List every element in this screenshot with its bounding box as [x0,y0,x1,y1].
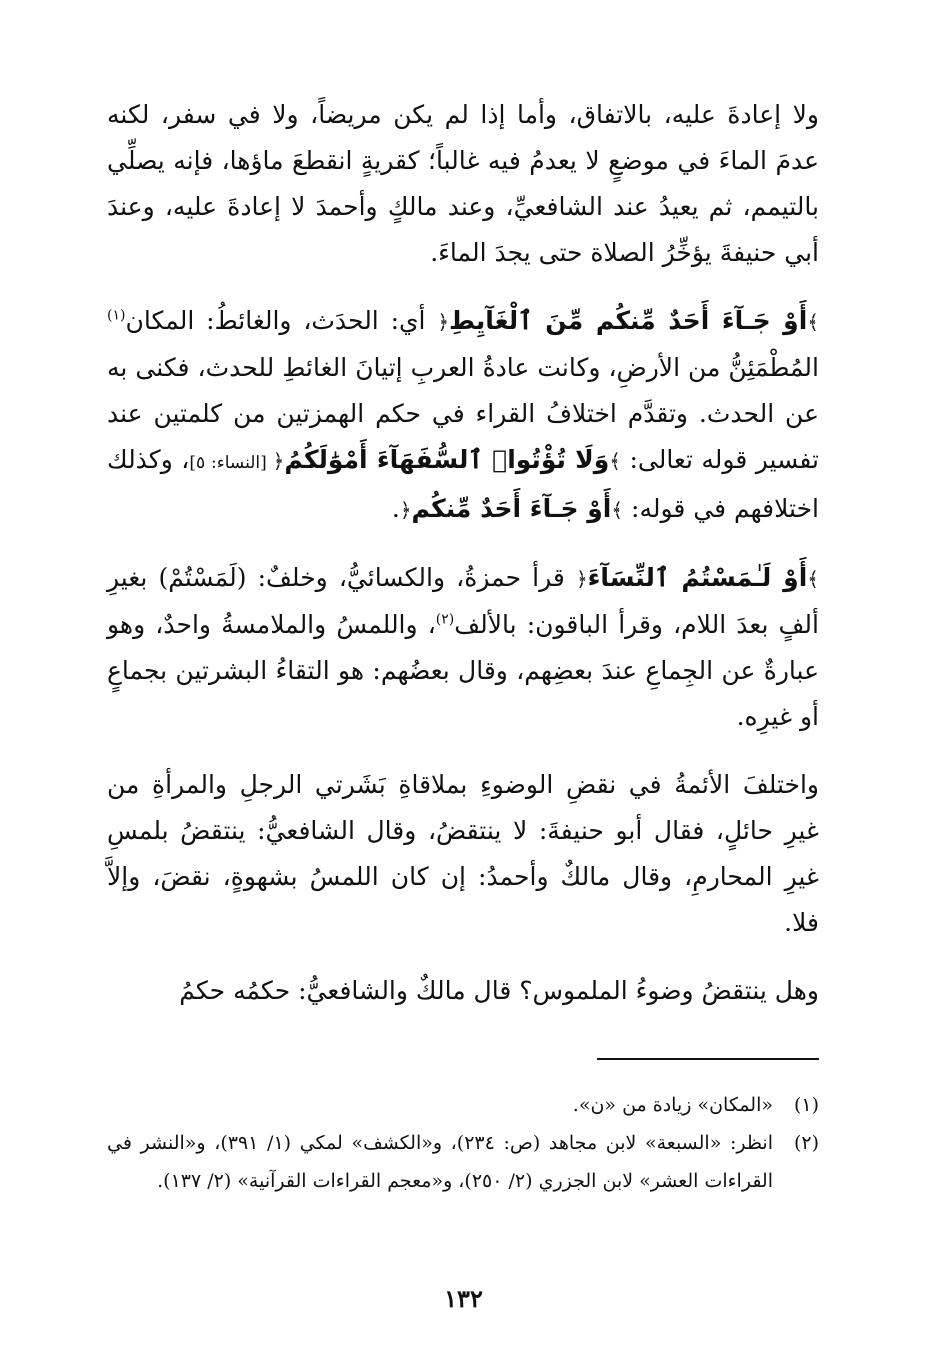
ornate-bracket-open: ﴾ [609,449,621,473]
paragraph-text: أي: الحدَث، والغائطُ: المكان [125,306,438,335]
footnotes [107,1086,819,1200]
footnote-marker-2[interactable]: (٢) [435,611,455,628]
paragraph-text: المُطْمَئِنُّ من الأرضِ، وكانت عادةُ العربِ إتيانَ الغائطِ للحدث، فكنى به عن الحدث. وتقدَّم اختلافُ القراء في حكم الهمزتين من كلمتين عند تفسير قوله تعالى: [107,353,819,474]
verse-reference: [النساء: ٥] [189,453,273,473]
ornate-bracket-open: ﴾ [807,310,819,334]
footnote-text: انظر: «السبعة» لابن مجاهد (ص: ٢٣٤)، و«الكشف» لمكي (١/ ٣٩١)، و«النشر في القراءات العشر» لابن الجزري (٢/ ٢٥٠)، و«معجم القراءات القرآنية» (٢/ ١٣٧). [107,1132,773,1192]
paragraph-text: . [391,494,400,523]
paragraph-4: واختلفَ الأئمةُ في نقضِ الوضوءِ بملاقاةِ بَشَرتي الرجلِ والمرأةِ من غيرِ حائلٍ، فقال أبو حنيفةَ: لا ينتقضُ، وقال الشافعيُّ: ينتقضُ بلمسِ غيرِ المحارمِ، وقال مالكٌ وأحمدُ: إن كان اللمسُ بشهوةٍ، نقضَ، وإلاَّ فلا. [107,770,819,937]
ornate-bracket-close: ﴿ [399,498,412,522]
quran-verse: أَوْ جَـآءَ أَحَدٌ مِّنكُم [411,494,612,523]
quran-verse: وَلَا تُؤْتُوا۟ ٱلسُّفَهَآءَ أَمْوَٰلَكُمُ [284,445,610,474]
paragraph-text: قرأ حمزةُ، والكسائيُّ، وخلفٌ: (لَمَسْتُمْ) بغيرِ ألفٍ بعدَ اللام، وقرأ الباقون: بالألف [107,563,819,639]
footnote-separator [597,1058,819,1060]
paragraph-2 [107,298,819,533]
paragraph-5: وهل ينتقضُ وضوءُ الملموس؟ قال مالكٌ والشافعيُّ: حكمُه حكمُ [179,976,819,1005]
ornate-bracket-close: ﴿ [575,567,588,591]
footnote-1 [107,1086,819,1124]
paragraph-text: ، واللمسُ والملامسةُ واحدٌ، وهو عبارةٌ عن الجِماعِ عندَ بعضِهم، وقال بعضُهم: هو التقاءُ البشرتين بجماعٍ أو غيرِه. [107,610,819,731]
footnote-2 [107,1124,819,1200]
footnote-number: (١) [793,1094,819,1116]
paragraph-text: ، وكذلك اختلافهم في قوله: [107,445,819,523]
quran-verse: أَوْ جَـآءَ أَحَدٌ مِّنكُم مِّنَ ٱلْغَآيِطِ [449,306,808,335]
page-number: ١٣٢ [444,1284,483,1313]
ornate-bracket-open: ﴾ [611,498,624,522]
footnote-marker-1[interactable]: (١) [107,307,126,324]
footnote-number: (٢) [793,1132,819,1154]
paragraph-1: ولا إعادةَ عليه، بالاتفاق، وأما إذا لم يكن مريضاً، ولا في سفر، لكنه عدمَ الماءَ في موضعٍ لا يعدمُ فيه غالباً؛ كقريةٍ انقطعَ ماؤها، فإنه يصلِّي بالتيمم، ثم يعيدُ عند الشافعيِّ، وعند مالكٍ وأحمدَ لا إعادةَ عليه، وعندَ أبي حنيفةَ يؤخِّرُ الصلاة حتى يجدَ الماءَ. [107,100,819,267]
ornate-bracket-close: ﴿ [272,449,285,473]
ornate-bracket-open: ﴾ [807,567,819,591]
paragraph-3 [107,555,819,740]
ornate-bracket-close: ﴿ [437,310,450,334]
footnote-text: «المكان» زيادة من «ن». [572,1094,773,1116]
quran-verse: أَوْ لَـٰمَسْتُمُ ٱلنِّسَآءَ [587,563,808,592]
main-text [107,92,819,1014]
